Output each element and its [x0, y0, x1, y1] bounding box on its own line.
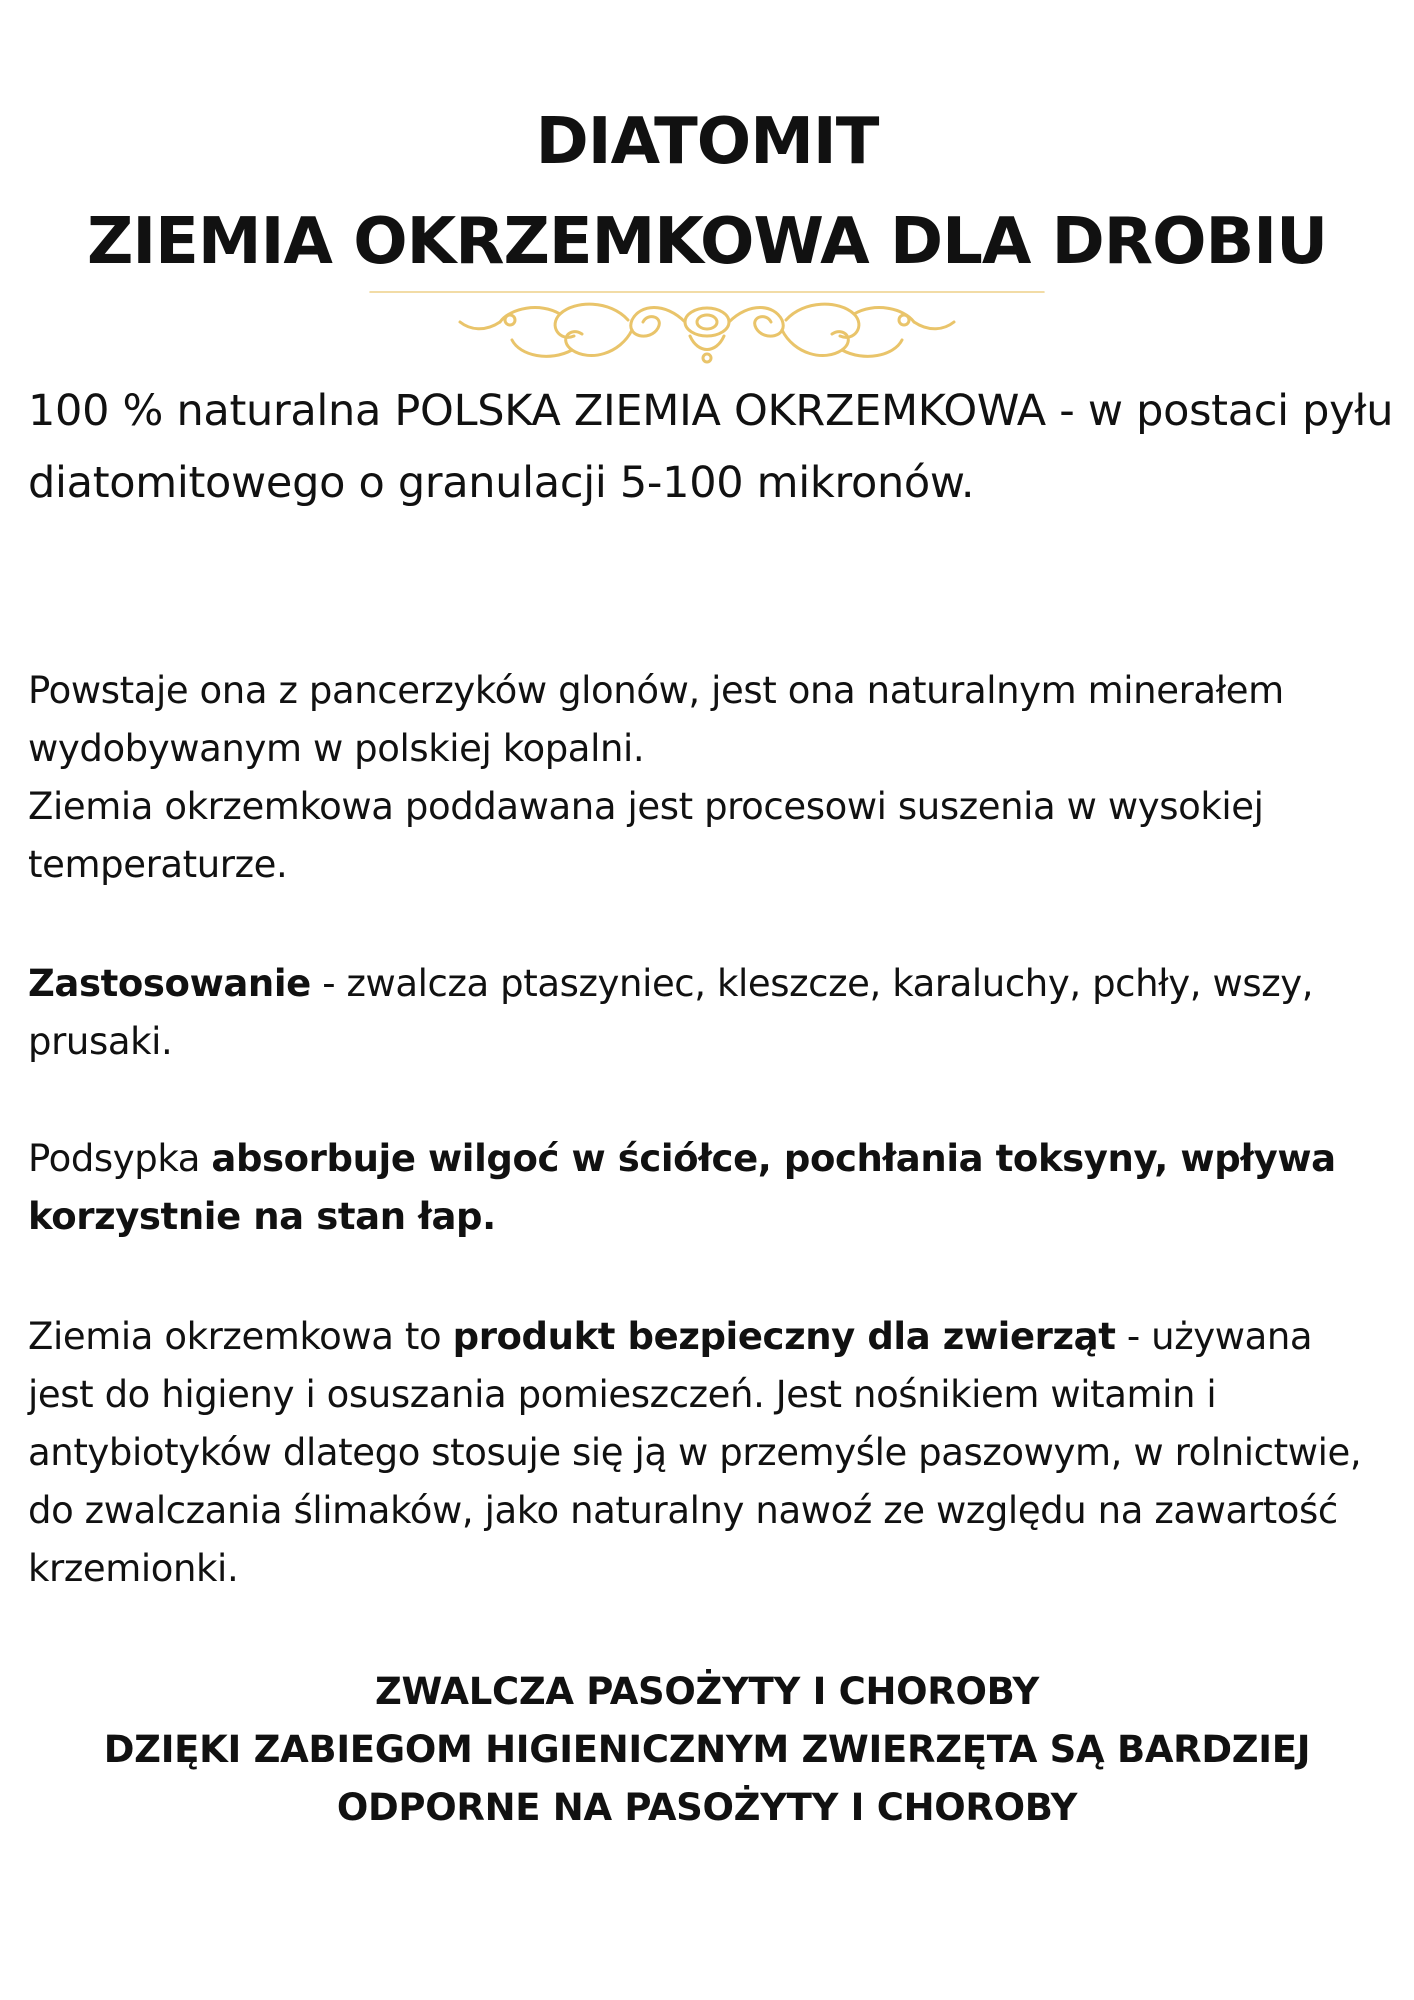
litter-paragraph	[28, 1130, 1388, 1246]
closing-line-1: ZWALCZA PASOŻYTY I CHOROBY	[374, 1670, 1040, 1713]
lead-paragraph: 100 % naturalna POLSKA ZIEMIA OKRZEMKOWA - w postaci pyłu diatomitowego o granulacji 5-100 mikronów.	[28, 386, 1394, 508]
safety-bold-text: produkt bezpieczny dla zwierząt	[452, 1315, 1116, 1358]
safety-suffix: - używana jest do higieny i osuszania pomieszczeń. Jest nośnikiem witamin i antybiotyków dlatego stosuje się ją w przemyśle paszowym, w rolnictwie, do zwalczania ślimaków, jako naturalny nawoź ze względu na zawartość krzemionki.	[28, 1315, 1362, 1590]
page-title-line-2: ZIEMIA OKRZEMKOWA DLA DROBIU	[86, 205, 1328, 279]
origin-paragraph	[28, 662, 1388, 894]
litter-bold-text: absorbuje wilgoć w ściółce, pochłania toksyny, wpływa korzystnie na stan łap.	[28, 1137, 1336, 1238]
usage-label: Zastosowanie	[28, 962, 311, 1005]
page-title-line-1: DIATOMIT	[535, 105, 879, 179]
closing-statement	[0, 1663, 1414, 1837]
origin-line-1: Powstaje ona z pancerzyków glonów, jest ona naturalnym minerałem wydobywanym w polskiej kopalni.	[28, 669, 1284, 770]
litter-prefix: Podsypka	[28, 1137, 212, 1180]
safety-prefix: Ziemia okrzemkowa to	[28, 1315, 453, 1358]
safety-paragraph	[28, 1308, 1388, 1598]
usage-text: - zwalcza ptaszyniec, kleszcze, karaluchy, pchły, wszy, prusaki.	[28, 962, 1314, 1063]
closing-line-3: ODPORNE NA PASOŻYTY I CHOROBY	[336, 1786, 1078, 1829]
closing-line-2: DZIĘKI ZABIEGOM HIGIENICZNYM ZWIERZĘTA SĄ BARDZIEJ	[103, 1728, 1311, 1771]
gold-flourish-divider-icon	[360, 282, 1054, 372]
origin-line-2: Ziemia okrzemkowa poddawana jest procesowi suszenia w wysokiej temperaturze.	[28, 785, 1264, 886]
usage-paragraph	[28, 955, 1388, 1071]
